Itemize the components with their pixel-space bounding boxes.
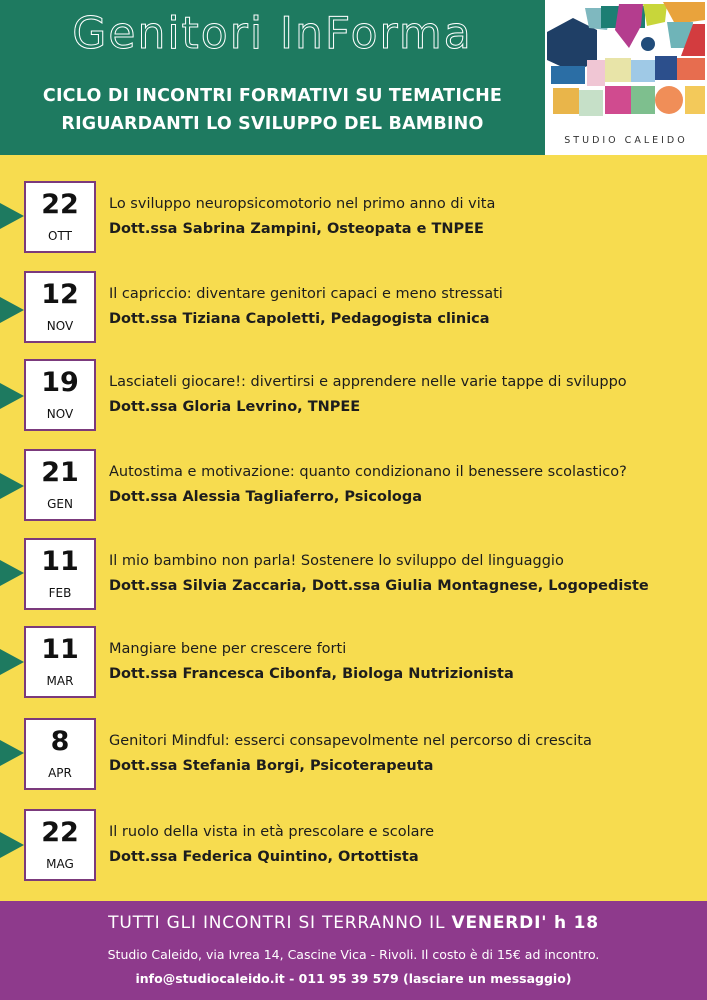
event-speaker: Dott.ssa Alessia Tagliaferro, Psicologa [109, 489, 423, 505]
footer-contact: info@studiocaleido.it - 011 95 39 579 (lasciare un messaggio) [135, 971, 572, 986]
event-month: FEB [48, 586, 72, 600]
event-day: 21 [41, 457, 79, 488]
event-item [0, 181, 707, 257]
date-box [24, 359, 96, 431]
event-speaker: Dott.ssa Stefania Borgi, Psicoterapeuta [109, 758, 434, 774]
date-box [24, 809, 96, 881]
event-item [0, 359, 707, 435]
event-title: Il capriccio: diventare genitori capaci e meno stressati [109, 286, 503, 302]
event-day: 8 [50, 726, 70, 757]
event-item [0, 538, 707, 614]
event-title: Il ruolo della vista in età prescolare e scolare [109, 824, 435, 840]
event-item [0, 809, 707, 885]
event-day: 22 [41, 189, 79, 220]
date-box [24, 449, 96, 521]
event-speaker: Dott.ssa Tiziana Capoletti, Pedagogista clinica [109, 311, 490, 327]
arrow-icon [0, 203, 24, 229]
arrow-icon [0, 297, 24, 323]
footer-banner [0, 901, 707, 1000]
arrow-icon [0, 740, 24, 766]
event-month: NOV [46, 407, 74, 421]
event-item [0, 626, 707, 702]
footer-address: Studio Caleido, via Ivrea 14, Cascine Vica - Rivoli. Il costo è di 15€ ad incontro. [107, 947, 600, 962]
event-title: Genitori Mindful: esserci consapevolmente nel percorso di crescita [109, 733, 592, 749]
event-title: Mangiare bene per crescere forti [109, 641, 347, 657]
event-day: 19 [41, 367, 79, 398]
footer-schedule [0, 913, 707, 933]
event-item [0, 271, 707, 347]
date-box [24, 626, 96, 698]
event-month: OTT [48, 229, 72, 243]
event-month: APR [48, 766, 72, 780]
event-title: Lasciateli giocare!: divertirsi e apprendere nelle varie tappe di sviluppo [109, 374, 627, 390]
event-speaker: Dott.ssa Federica Quintino, Ortottista [109, 849, 419, 865]
event-speaker: Dott.ssa Silvia Zaccaria, Dott.ssa Giulia Montagnese, Logopediste [109, 578, 649, 594]
event-item [0, 718, 707, 794]
date-box [24, 718, 96, 790]
event-item [0, 449, 707, 525]
event-title: Autostima e motivazione: quanto condizionano il benessere scolastico? [109, 464, 627, 480]
kaleidoscope-logo-icon [545, 0, 707, 132]
event-month: MAG [46, 857, 74, 871]
event-month: MAR [46, 674, 74, 688]
event-title: Il mio bambino non parla! Sostenere lo sviluppo del linguaggio [109, 553, 564, 569]
event-speaker: Dott.ssa Sabrina Zampini, Osteopata e TNPEE [109, 221, 484, 237]
studio-logo [545, 0, 707, 155]
event-day: 11 [41, 546, 79, 577]
event-speaker: Dott.ssa Gloria Levrino, TNPEE [109, 399, 361, 415]
event-day: 12 [41, 279, 79, 310]
date-box [24, 538, 96, 610]
date-box [24, 271, 96, 343]
arrow-icon [0, 383, 24, 409]
event-day: 11 [41, 634, 79, 665]
page-title: Genitori InForma [72, 8, 473, 59]
event-month: GEN [47, 497, 73, 511]
arrow-icon [0, 832, 24, 858]
arrow-icon [0, 649, 24, 675]
event-month: NOV [46, 319, 74, 333]
footer-schedule-day: VENERDI' h 18 [451, 913, 599, 933]
footer-schedule-prefix: TUTTI GLI INCONTRI SI TERRANNO IL [108, 913, 446, 933]
logo-text: STUDIO CALEIDO [564, 135, 688, 146]
subtitle-line-1: CICLO DI INCONTRI FORMATIVI SU TEMATICHE [42, 86, 503, 106]
event-day: 22 [41, 817, 79, 848]
arrow-icon [0, 560, 24, 586]
date-box [24, 181, 96, 253]
event-title: Lo sviluppo neuropsicomotorio nel primo anno di vita [109, 196, 496, 212]
subtitle-line-2: RIGUARDANTI LO SVILUPPO DEL BAMBINO [61, 114, 484, 134]
event-speaker: Dott.ssa Francesca Cibonfa, Biologa Nutrizionista [109, 666, 514, 682]
arrow-icon [0, 473, 24, 499]
